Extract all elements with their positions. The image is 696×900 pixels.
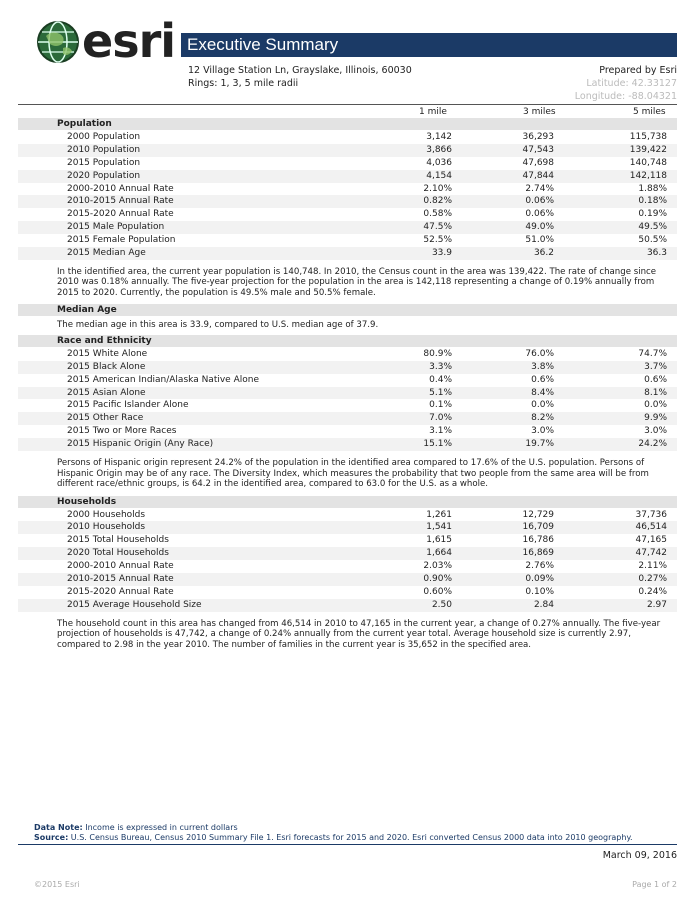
value-5miles: 1.88% bbox=[638, 183, 667, 194]
table-row bbox=[18, 221, 677, 234]
value-3miles: 47,698 bbox=[522, 157, 554, 168]
column-header-1mile: 1 mile bbox=[419, 107, 447, 117]
row-label: 2010 Population bbox=[67, 144, 141, 155]
value-3miles: 0.09% bbox=[525, 573, 554, 584]
race-table bbox=[18, 348, 677, 451]
value-3miles: 36,293 bbox=[522, 132, 554, 142]
table-row bbox=[18, 374, 677, 387]
value-5miles: 49.5% bbox=[638, 222, 667, 233]
value-1mile: 3.3% bbox=[429, 361, 452, 372]
value-5miles: 36.3 bbox=[646, 248, 667, 259]
population-summary: In the identified area, the current year population is 140,748. In 2010, the Census count in the area was 139,422. The rate of change since 2010 was 0.18% annually. The five-year projection for the population in the area is 142,118 representing a change of 0.19% annually from 2015 to 2020. Currently, the population is 49.5% male and 50.5% female. bbox=[57, 266, 657, 298]
value-3miles: 51.0% bbox=[525, 235, 554, 246]
table-row bbox=[18, 195, 677, 208]
divider bbox=[18, 104, 677, 105]
table-row bbox=[18, 399, 677, 412]
value-1mile: 0.58% bbox=[423, 209, 452, 220]
latitude: Latitude: 42.33127 bbox=[586, 78, 677, 89]
value-1mile: 52.5% bbox=[423, 235, 452, 246]
table-row bbox=[18, 425, 677, 438]
row-label: 2015 Pacific Islander Alone bbox=[67, 400, 189, 411]
table-row bbox=[18, 438, 677, 451]
value-5miles: 139,422 bbox=[629, 144, 667, 155]
median-age-summary: The median age in this area is 33.9, compared to U.S. median age of 37.9. bbox=[57, 320, 379, 331]
row-label: 2015 Asian Alone bbox=[67, 387, 146, 398]
row-label: 2015 White Alone bbox=[67, 348, 148, 359]
row-label: 2010 Households bbox=[67, 522, 146, 533]
divider bbox=[18, 844, 677, 845]
value-5miles: 2.97 bbox=[646, 599, 667, 610]
section-households: Households bbox=[18, 496, 677, 508]
value-1mile: 47.5% bbox=[423, 222, 452, 233]
ring-radii: Rings: 1, 3, 5 mile radii bbox=[188, 78, 299, 89]
value-5miles: 74.7% bbox=[638, 348, 667, 359]
value-3miles: 47,543 bbox=[522, 144, 554, 155]
row-label: 2015 Average Household Size bbox=[67, 599, 202, 610]
value-1mile: 1,261 bbox=[426, 509, 452, 520]
value-3miles: 19.7% bbox=[525, 439, 554, 450]
row-label: 2020 Total Households bbox=[67, 548, 169, 559]
households-summary: The household count in this area has changed from 46,514 in 2010 to 47,165 in the current year, a change of 0.27% annually. The five-year projection of households is 47,742, a change of 0.24% annually from the current year total. Average household size is currently 2.97, compared to 2.98 in the year 2010. The number of families in the current year is 35,652 in the specified area. bbox=[57, 618, 661, 650]
value-3miles: 0.6% bbox=[531, 374, 554, 385]
value-5miles: 37,736 bbox=[635, 509, 667, 520]
data-note: Data Note: Income is expressed in current dollars bbox=[34, 823, 238, 832]
column-header-3miles: 3 miles bbox=[523, 107, 556, 117]
value-3miles: 0.0% bbox=[531, 400, 554, 411]
row-label: 2015 American Indian/Alaska Native Alone bbox=[67, 374, 259, 385]
table-row bbox=[18, 361, 677, 374]
row-label: 2015 Two or More Races bbox=[67, 426, 177, 437]
race-summary: Persons of Hispanic origin represent 24.2% of the population in the identified area compared to 17.6% of the U.S. population. Persons of Hispanic Origin may be of any race. The Diversity Index, which measures the probability that two people from the same area will be from different race/ethnic groups, is 64.2 in the identified area, compared to 63.0 for the U.S. as a whole. bbox=[57, 458, 649, 490]
table-row bbox=[18, 534, 677, 547]
report-body bbox=[18, 118, 677, 656]
table-row bbox=[18, 183, 677, 196]
value-1mile: 2.50 bbox=[431, 599, 452, 610]
value-1mile: 2.03% bbox=[423, 561, 452, 572]
longitude: Longitude: -88.04321 bbox=[574, 91, 677, 102]
table-row bbox=[18, 144, 677, 157]
row-label: 2015 Female Population bbox=[67, 235, 176, 246]
value-5miles: 3.7% bbox=[644, 361, 667, 372]
households-table bbox=[18, 509, 677, 612]
row-label: 2015 Population bbox=[67, 157, 141, 168]
table-row bbox=[18, 131, 677, 144]
value-3miles: 8.2% bbox=[531, 413, 554, 424]
table-row bbox=[18, 586, 677, 599]
row-label: 2010-2015 Annual Rate bbox=[67, 196, 174, 207]
value-1mile: 0.4% bbox=[429, 374, 452, 385]
row-label: 2015 Hispanic Origin (Any Race) bbox=[67, 439, 214, 450]
table-row bbox=[18, 547, 677, 560]
value-3miles: 49.0% bbox=[525, 222, 554, 233]
value-5miles: 115,738 bbox=[629, 132, 667, 142]
value-1mile: 15.1% bbox=[423, 439, 452, 450]
logo-wordmark: esri bbox=[82, 14, 176, 68]
row-label: 2010-2015 Annual Rate bbox=[67, 573, 174, 584]
population-table bbox=[18, 131, 677, 260]
value-3miles: 76.0% bbox=[525, 348, 554, 359]
row-label: 2015-2020 Annual Rate bbox=[67, 586, 174, 597]
globe-icon bbox=[36, 20, 80, 64]
value-3miles: 16,786 bbox=[522, 535, 554, 546]
value-1mile: 1,664 bbox=[426, 548, 452, 559]
report-date: March 09, 2016 bbox=[602, 850, 677, 861]
value-1mile: 0.60% bbox=[423, 586, 452, 597]
value-3miles: 3.0% bbox=[531, 426, 554, 437]
source-note: Source: U.S. Census Bureau, Census 2010 Summary File 1. Esri forecasts for 2015 and 2020. Esri converted Census 2000 data into 2010 geography. bbox=[34, 833, 633, 842]
section-population: Population bbox=[18, 118, 677, 130]
value-3miles: 2.74% bbox=[525, 183, 554, 194]
column-header-5miles: 5 miles bbox=[633, 107, 666, 117]
value-1mile: 3,866 bbox=[426, 144, 452, 155]
copyright: ©2015 Esri bbox=[34, 880, 80, 889]
value-3miles: 16,869 bbox=[522, 548, 554, 559]
value-1mile: 0.1% bbox=[429, 400, 452, 411]
value-1mile: 3.1% bbox=[429, 426, 452, 437]
value-3miles: 12,729 bbox=[522, 509, 554, 520]
table-row bbox=[18, 247, 677, 260]
site-address: 12 Village Station Ln, Grayslake, Illinois, 60030 bbox=[188, 65, 412, 76]
table-row bbox=[18, 234, 677, 247]
value-5miles: 50.5% bbox=[638, 235, 667, 246]
value-5miles: 24.2% bbox=[638, 439, 667, 450]
table-row bbox=[18, 348, 677, 361]
value-5miles: 9.9% bbox=[644, 413, 667, 424]
row-label: 2000 Population bbox=[67, 132, 141, 142]
value-5miles: 140,748 bbox=[629, 157, 667, 168]
value-1mile: 7.0% bbox=[429, 413, 452, 424]
value-1mile: 0.82% bbox=[423, 196, 452, 207]
value-3miles: 47,844 bbox=[522, 170, 554, 181]
table-row bbox=[18, 412, 677, 425]
value-3miles: 0.10% bbox=[525, 586, 554, 597]
value-1mile: 2.10% bbox=[423, 183, 452, 194]
table-row bbox=[18, 599, 677, 612]
table-row bbox=[18, 509, 677, 522]
row-label: 2000 Households bbox=[67, 509, 146, 520]
value-1mile: 0.90% bbox=[423, 573, 452, 584]
value-5miles: 142,118 bbox=[629, 170, 667, 181]
value-5miles: 0.19% bbox=[638, 209, 667, 220]
section-race-ethnicity: Race and Ethnicity bbox=[18, 335, 677, 347]
row-label: 2000-2010 Annual Rate bbox=[67, 561, 174, 572]
table-row bbox=[18, 387, 677, 400]
table-row bbox=[18, 208, 677, 221]
value-5miles: 47,165 bbox=[635, 535, 667, 546]
value-1mile: 5.1% bbox=[429, 387, 452, 398]
value-5miles: 0.24% bbox=[638, 586, 667, 597]
value-1mile: 4,036 bbox=[426, 157, 452, 168]
prepared-by: Prepared by Esri bbox=[599, 65, 677, 76]
value-5miles: 47,742 bbox=[635, 548, 667, 559]
value-5miles: 46,514 bbox=[635, 522, 667, 533]
value-5miles: 0.27% bbox=[638, 573, 667, 584]
row-label: 2015 Black Alone bbox=[67, 361, 146, 372]
value-5miles: 0.18% bbox=[638, 196, 667, 207]
row-label: 2015-2020 Annual Rate bbox=[67, 209, 174, 220]
value-3miles: 36.2 bbox=[533, 248, 554, 259]
value-1mile: 33.9 bbox=[431, 248, 452, 259]
table-row bbox=[18, 521, 677, 534]
value-1mile: 4,154 bbox=[426, 170, 452, 181]
row-label: 2020 Population bbox=[67, 170, 141, 181]
value-5miles: 0.0% bbox=[644, 400, 667, 411]
value-1mile: 1,541 bbox=[426, 522, 452, 533]
value-1mile: 80.9% bbox=[423, 348, 452, 359]
value-3miles: 2.76% bbox=[525, 561, 554, 572]
value-3miles: 16,709 bbox=[522, 522, 554, 533]
section-median-age: Median Age bbox=[18, 304, 677, 316]
value-5miles: 8.1% bbox=[644, 387, 667, 398]
value-3miles: 2.84 bbox=[533, 599, 554, 610]
row-label: 2000-2010 Annual Rate bbox=[67, 183, 174, 194]
value-1mile: 1,615 bbox=[426, 535, 452, 546]
value-3miles: 3.8% bbox=[531, 361, 554, 372]
value-5miles: 0.6% bbox=[644, 374, 667, 385]
table-row bbox=[18, 560, 677, 573]
value-1mile: 3,142 bbox=[426, 132, 452, 142]
row-label: 2015 Other Race bbox=[67, 413, 144, 424]
row-label: 2015 Total Households bbox=[67, 535, 169, 546]
value-3miles: 0.06% bbox=[525, 209, 554, 220]
value-5miles: 2.11% bbox=[638, 561, 667, 572]
value-3miles: 8.4% bbox=[531, 387, 554, 398]
row-label: 2015 Male Population bbox=[67, 222, 165, 233]
table-row bbox=[18, 170, 677, 183]
table-row bbox=[18, 157, 677, 170]
row-label: 2015 Median Age bbox=[67, 248, 146, 259]
value-3miles: 0.06% bbox=[525, 196, 554, 207]
value-5miles: 3.0% bbox=[644, 426, 667, 437]
page-number: Page 1 of 2 bbox=[632, 880, 677, 889]
table-row bbox=[18, 573, 677, 586]
report-title: Executive Summary bbox=[181, 33, 677, 57]
esri-logo bbox=[36, 14, 176, 68]
